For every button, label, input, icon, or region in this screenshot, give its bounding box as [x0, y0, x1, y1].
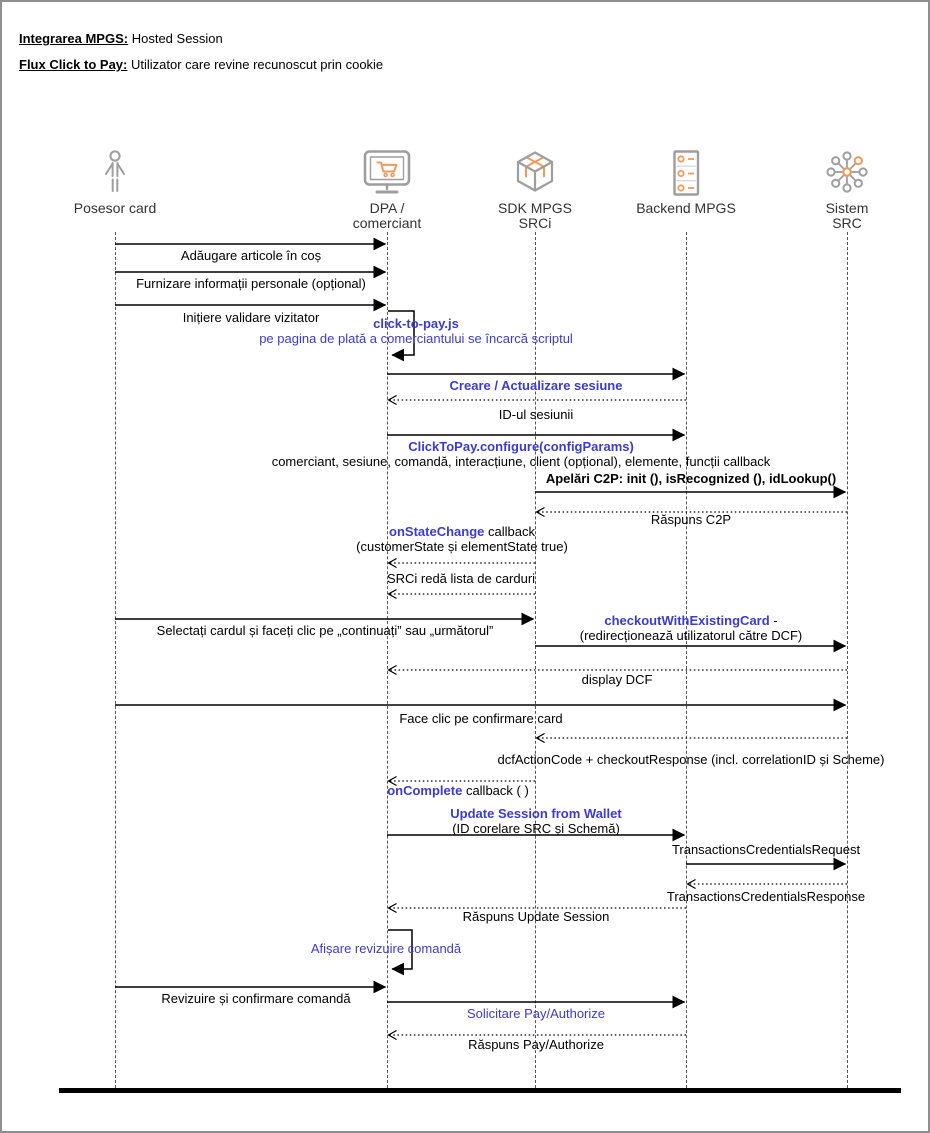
msg-confirmare-card-label: Face clic pe confirmare card: [399, 711, 563, 726]
msg-display-dcf-label: display DCF: [581, 672, 653, 687]
msg-afisare-revizuire-label: Afișare revizuire comandă: [310, 941, 462, 956]
msg-id-sesiune-label: ID-ul sesiunii: [498, 407, 574, 422]
msg-creare-sesiune-label: Creare / Actualizare sesiune: [449, 378, 623, 393]
msg-furnizare-informatii-label: Furnizare informații personale (opțional): [136, 276, 366, 291]
msg-checkout-existing-card-label: checkoutWithExistingCard - (redirecționează utilizatorul către DCF): [579, 613, 803, 643]
actor-label-sdk: SDK MPGS SRCi: [498, 200, 572, 231]
msg-update-session-label: Update Session from Wallet (ID corelare SRC și Schemă): [450, 806, 622, 836]
flow-value: Utilizator care revine recunoscut prin cookie: [131, 57, 384, 72]
msg-raspuns-pay-label: Răspuns Pay/Authorize: [468, 1037, 604, 1052]
flow-label: Flux Click to Pay:: [19, 57, 128, 72]
msg-solicitare-pay-label: Solicitare Pay/Authorize: [466, 1006, 606, 1021]
msg-click-to-pay-script-label: click-to-pay.js pe pagina de plată a comerciantului se încarcă scriptul: [259, 316, 573, 346]
msg-dcfactioncode-label: dcfActionCode + checkoutResponse (incl. correlationID și Scheme): [497, 752, 885, 767]
msg-transactions-credentials-response-label: TransactionsCredentialsResponse: [666, 889, 866, 904]
msg-oncomplete-label: onComplete callback ( ): [387, 783, 529, 798]
actor-label-src: Sistem SRC: [825, 200, 869, 231]
msg-apelari-c2p-label: Apelări C2P: init (), isRecognized (), idLookup(): [545, 471, 837, 486]
msg-raspuns-c2p-label: Răspuns C2P: [650, 512, 732, 527]
msg-revizuire-confirmare-label: Revizuire și confirmare comandă: [161, 991, 351, 1006]
actor-label-dpa: DPA / comerciant: [352, 200, 422, 231]
actor-label-cardholder: Posesor card: [73, 200, 157, 216]
msg-onstatechange-label: onStateChange callback (customerState și elementState true): [356, 524, 568, 554]
msg-srci-lista-carduri-label: SRCi redă lista de carduri: [386, 571, 536, 586]
integration-value: Hosted Session: [131, 31, 223, 46]
msg-selectare-card-label: Selectați cardul și faceți clic pe „continuați” sau „următorul”: [156, 623, 494, 638]
arrows-layer: [2, 2, 930, 1133]
actor-label-backend: Backend MPGS: [636, 200, 736, 216]
msg-clicktopay-configure-label: ClickToPay.configure(configParams) comerciant, sesiune, comandă, interacțiune, client (opțional), elemente, funcții callback: [271, 439, 771, 469]
msg-transactions-credentials-request-label: TransactionsCredentialsRequest: [671, 842, 861, 857]
integration-label: Integrarea MPGS:: [19, 31, 129, 46]
diagram-base-line: [59, 1088, 901, 1093]
msg-raspuns-update-session-label: Răspuns Update Session: [462, 909, 610, 924]
msg-initiere-validare-label: Inițiere validare vizitator: [182, 310, 320, 325]
msg-adaugare-articole-label: Adăugare articole în coș: [180, 248, 322, 263]
